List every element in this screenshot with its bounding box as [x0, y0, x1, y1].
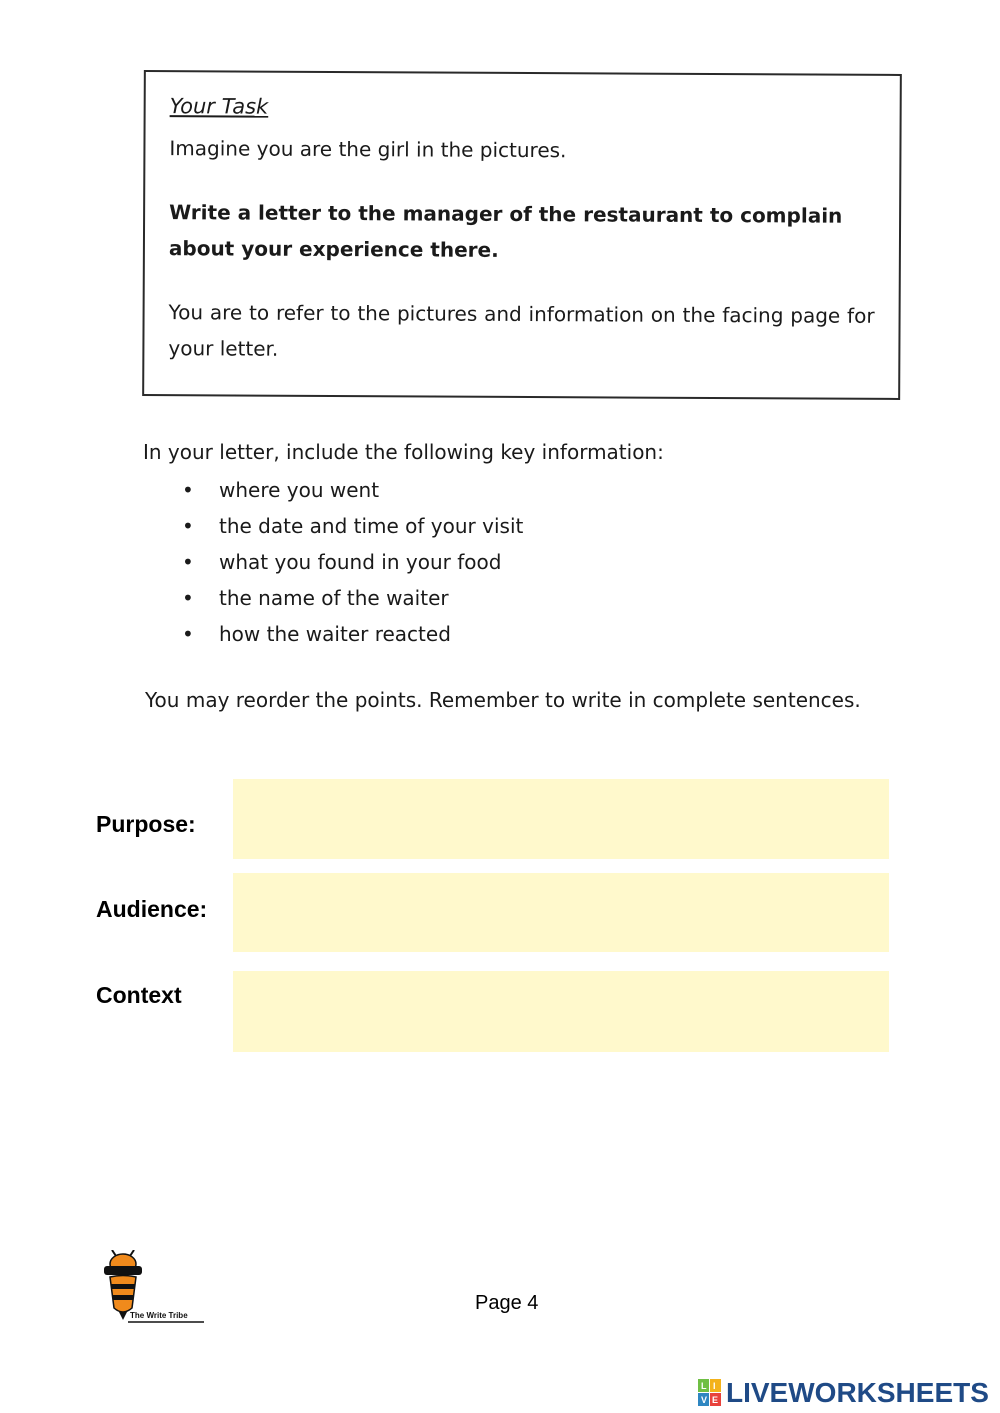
- badge-text-e: E: [712, 1395, 719, 1405]
- list-item-text: the name of the waiter: [219, 586, 449, 610]
- badge-text-v: V: [701, 1395, 708, 1405]
- bullet-icon: •: [182, 622, 194, 646]
- list-item: [182, 474, 523, 510]
- bullet-icon: •: [182, 586, 194, 610]
- bee-sunglasses: [104, 1266, 142, 1275]
- badge-text-i: I: [713, 1381, 716, 1391]
- purpose-input[interactable]: [233, 779, 889, 859]
- bullet-icon: •: [182, 550, 194, 574]
- task-imagine-text: Imagine you are the girl in the pictures.: [169, 136, 567, 163]
- context-label: Context: [96, 982, 182, 1008]
- liveworksheets-brand[interactable]: [698, 1377, 989, 1409]
- list-item-text: the date and time of your visit: [219, 514, 524, 538]
- list-item-text: how the waiter reacted: [219, 622, 451, 646]
- bee-stripe-2: [113, 1295, 133, 1300]
- list-item-text: where you went: [219, 478, 380, 502]
- list-item: [182, 510, 523, 546]
- write-tribe-logo: [98, 1250, 208, 1330]
- bee-stripe-1: [111, 1284, 135, 1289]
- bee-stinger: [119, 1312, 127, 1320]
- list-item: [182, 618, 523, 654]
- task-instruction: Write a letter to the manager of the restaurant to complain about your experience there.: [168, 200, 843, 262]
- liveworksheets-text: LIVEWORKSHEETS: [726, 1377, 989, 1408]
- bullet-icon: •: [182, 514, 194, 538]
- audience-label: Audience:: [96, 896, 208, 922]
- purpose-label: Purpose:: [96, 811, 196, 837]
- badge-text-l: L: [701, 1381, 707, 1391]
- task-title: Your Task: [169, 94, 269, 119]
- key-info-intro: In your letter, include the following key information:: [143, 440, 664, 464]
- list-item: [182, 546, 523, 582]
- key-info-list: [182, 474, 523, 654]
- task-box: [142, 70, 902, 400]
- logo-text: The Write Tribe: [130, 1311, 188, 1320]
- page-number: Page 4: [475, 1292, 539, 1314]
- bullet-icon: •: [182, 478, 194, 502]
- bee-body: [110, 1276, 136, 1313]
- liveworksheets-logo-icon: [698, 1379, 722, 1407]
- reorder-note: You may reorder the points. Remember to write in complete sentences.: [145, 688, 861, 712]
- audience-input[interactable]: [233, 873, 889, 952]
- task-reference: You are to refer to the pictures and information on the facing page for your letter.: [168, 300, 875, 361]
- list-item: [182, 582, 523, 618]
- context-input[interactable]: [233, 971, 889, 1052]
- list-item-text: what you found in your food: [219, 550, 502, 574]
